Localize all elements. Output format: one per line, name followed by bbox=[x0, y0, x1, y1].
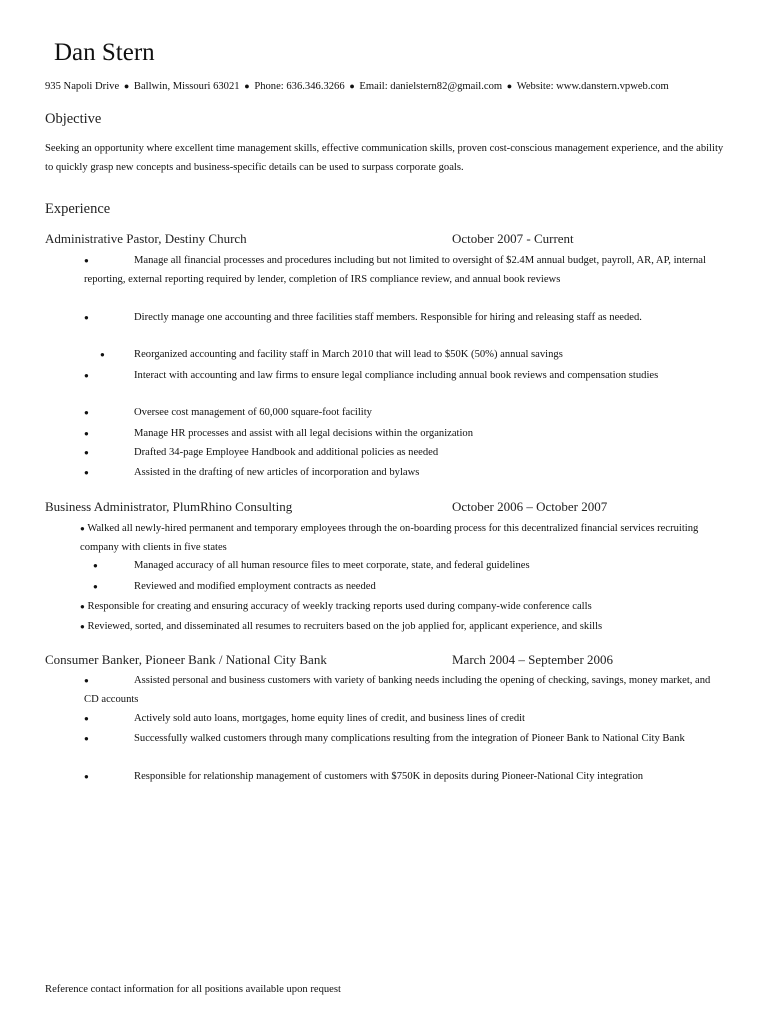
job-dates: October 2007 - Current bbox=[452, 231, 574, 246]
bullet-text: Oversee cost management of 60,000 square-foot facility bbox=[134, 407, 372, 418]
separator-dot: ● bbox=[244, 81, 250, 91]
job-dates: October 2006 – October 2007 bbox=[452, 499, 608, 514]
bullet-item bbox=[84, 309, 724, 328]
bullet-text: Assisted in the drafting of new articles of incorporation and bylaws bbox=[134, 467, 420, 478]
bullet-marker: ● bbox=[84, 714, 89, 723]
bullet-item bbox=[84, 367, 724, 386]
bullet-marker: ● bbox=[100, 350, 105, 359]
contact-address: 935 Napoli Drive bbox=[45, 81, 120, 92]
bullet-text: Walked all newly-hired permanent and temporary employees through the on-boarding process for this decentralized financial services recruiting company with clients in five states bbox=[80, 523, 699, 553]
job-header bbox=[45, 231, 725, 247]
bullet-text: Manage HR processes and assist with all legal decisions within the organization bbox=[134, 428, 474, 439]
job-dates: March 2004 – September 2006 bbox=[452, 652, 614, 667]
bullet-marker: ● bbox=[93, 582, 98, 591]
bullet-item bbox=[80, 520, 730, 557]
bullet-text: Assisted personal and business customers with variety of banking needs including the opening of checking, savings, money market, and CD accounts bbox=[84, 675, 711, 705]
job-header bbox=[45, 652, 725, 668]
bullet-item bbox=[84, 444, 724, 463]
bullet-item bbox=[80, 618, 740, 637]
job-header bbox=[45, 499, 725, 515]
separator-dot: ● bbox=[123, 81, 130, 91]
bullet-item bbox=[100, 346, 724, 365]
objective-heading: Objective bbox=[45, 111, 102, 127]
bullet-item bbox=[80, 598, 730, 617]
bullet-marker: ● bbox=[84, 772, 89, 781]
contact-city: Ballwin, Missouri 63021 bbox=[133, 81, 240, 92]
bullet-text: Managed accuracy of all human resource files to meet corporate, state, and federal guidelines bbox=[134, 560, 530, 571]
bullet-text: Manage all financial processes and procedures including but not limited to oversight of $2.4M annual budget, payroll, AR, AP, internal reporting, external reporting required by lender, completion of IRS compliance review, and annual book reviews bbox=[84, 255, 706, 285]
bullet-item bbox=[84, 768, 724, 787]
bullet-marker: ● bbox=[84, 468, 89, 477]
bullet-marker: ● bbox=[80, 622, 85, 631]
contact-line bbox=[45, 80, 735, 93]
bullet-text: Directly manage one accounting and three facilities staff members. Responsible for hiring and releasing staff as needed. bbox=[134, 312, 642, 323]
bullet-item bbox=[84, 672, 724, 709]
bullet-marker: ● bbox=[84, 408, 89, 417]
contact-email: Email: danielstern82@gmail.com bbox=[359, 81, 503, 92]
bullet-item bbox=[93, 578, 723, 597]
bullet-marker: ● bbox=[93, 561, 98, 570]
bullet-text: Reviewed and modified employment contracts as needed bbox=[134, 581, 376, 592]
separator-dot: ● bbox=[349, 81, 355, 91]
job-title: Consumer Banker, Pioneer Bank / National City Bank bbox=[45, 652, 327, 667]
bullet-text: Actively sold auto loans, mortgages, home equity lines of credit, and business lines of credit bbox=[134, 713, 526, 724]
separator-dot: ● bbox=[506, 81, 513, 91]
bullet-text: Reorganized accounting and facility staff in March 2010 that will lead to $50K (50%) annual savings bbox=[134, 349, 563, 360]
objective-text: Seeking an opportunity where excellent time management skills, effective communication skills, proven cost-conscious management experience, and the ability to quickly grasp new concepts and business-specific details can be used to surpass corporate goals. bbox=[45, 143, 724, 173]
bullet-marker: ● bbox=[84, 429, 89, 438]
bullet-marker: ● bbox=[84, 734, 89, 743]
contact-phone: Phone: 636.346.3266 bbox=[254, 81, 345, 92]
bullet-text: Successfully walked customers through many complications resulting from the integration of Pioneer Bank to National City Bank bbox=[134, 733, 685, 744]
bullet-marker: ● bbox=[84, 371, 89, 380]
bullet-marker: ● bbox=[84, 676, 89, 685]
resume-name: Dan Stern bbox=[54, 39, 155, 66]
bullet-text: Responsible for creating and ensuring accuracy of weekly tracking reports used during company-wide conference calls bbox=[87, 601, 592, 612]
bullet-item bbox=[84, 730, 724, 749]
bullet-item bbox=[84, 425, 724, 444]
bullet-text: Reviewed, sorted, and disseminated all resumes to recruiters based on the job applied for, applicant experience, and skills bbox=[87, 621, 603, 632]
bullet-text: Interact with accounting and law firms to ensure legal compliance including annual book reviews and compensation studies bbox=[134, 370, 659, 381]
footer-note: Reference contact information for all positions available upon request bbox=[45, 984, 341, 995]
bullet-item bbox=[93, 557, 723, 576]
bullet-item bbox=[84, 464, 724, 483]
job-title: Administrative Pastor, Destiny Church bbox=[45, 231, 247, 246]
bullet-marker: ● bbox=[84, 313, 89, 322]
bullet-text: Responsible for relationship management of customers with $750K in deposits during Pioneer-National City integration bbox=[134, 771, 644, 782]
bullet-marker: ● bbox=[84, 256, 89, 265]
contact-website: Website: www.danstern.vpweb.com bbox=[516, 81, 669, 92]
bullet-marker: ● bbox=[84, 448, 89, 457]
bullet-text: Drafted 34-page Employee Handbook and additional policies as needed bbox=[134, 447, 439, 458]
bullet-item bbox=[84, 710, 724, 729]
bullet-item bbox=[84, 404, 724, 423]
bullet-item bbox=[84, 252, 724, 289]
bullet-marker: ● bbox=[80, 524, 85, 533]
job-title: Business Administrator, PlumRhino Consulting bbox=[45, 499, 293, 514]
bullet-marker: ● bbox=[80, 602, 85, 611]
experience-heading: Experience bbox=[45, 201, 111, 217]
